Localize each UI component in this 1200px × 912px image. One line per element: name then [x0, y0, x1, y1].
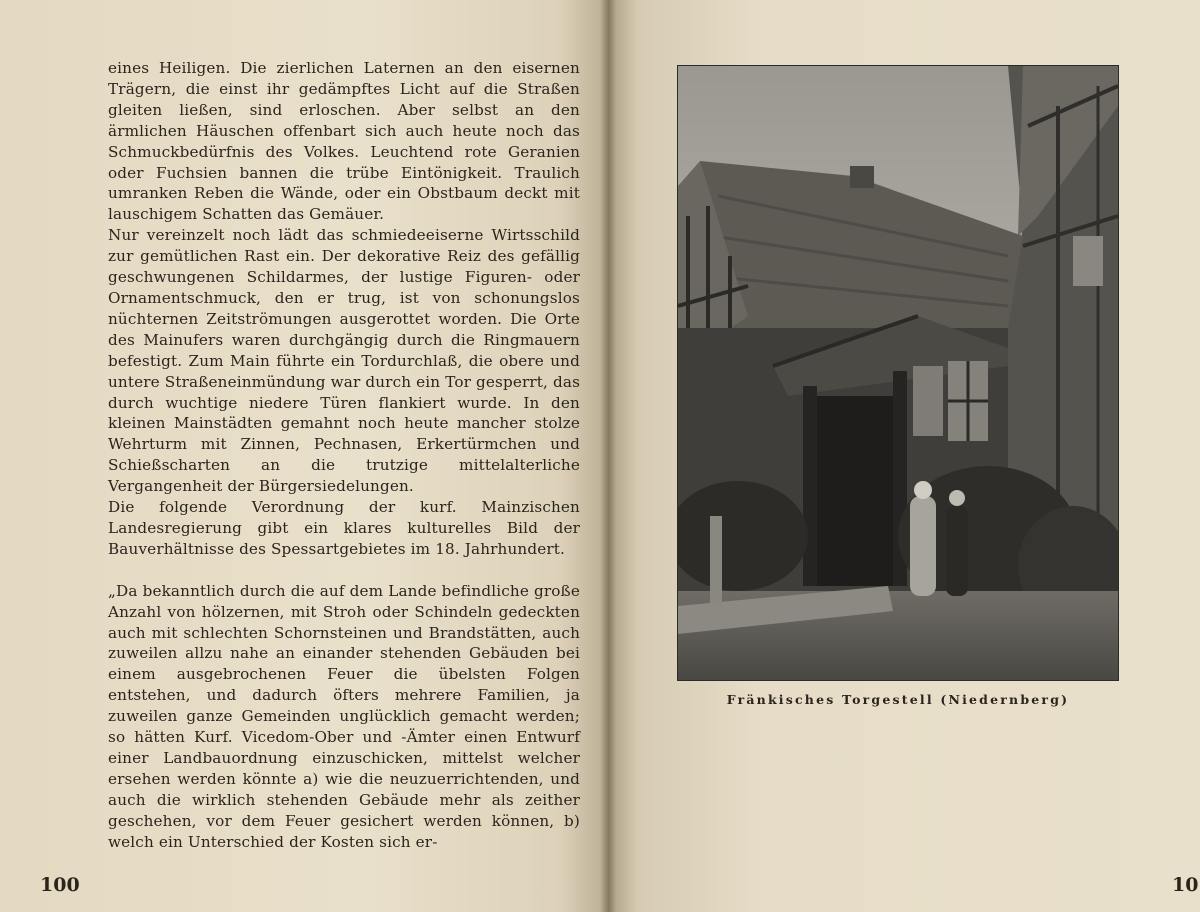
- paragraph: eines Heiligen. Die zierlichen Laternen an den eisernen Trägern, die einst ihr gedämpftes Licht auf die Straßen gleiten ließen, sind erloschen. Aber selbst an den ärmlichen Häuschen offenbart sich auch heute noch das Schmuckbedürfnis des Volkes. Leuchtend rote Geranien oder Fuchsien bannen die trübe Eintönigkeit. Traulich umranken Reben die Wände, oder ein Obstbaum deckt mit lauschigem Schatten das Gemäuer.: [108, 59, 580, 224]
- book-gutter: [600, 0, 616, 912]
- body-text: [108, 58, 580, 853]
- paragraph: „Da bekanntlich durch die auf dem Lande befindliche große Anzahl von hölzernen, mit Stroh oder Schindeln gedeckten auch mit schlechten Schornsteinen und Brandstätten, auch zuweilen allzu nahe an einander stehenden Gebäuden bei einem ausgebrochenen Feuer die übelsten Folgen entstehen, und dadurch öfters mehrere Familien, ja zuweilen ganze Gemeinden unglücklich gemacht werden; so hätten Kurf. Vicedom-Ober und -Ämter einen Entwurf einer Landbauordnung einzuschicken, mittelst welcher ersehen werden könnte a) wie die neuzuerrichtenden, und auch die wirklich stehenden Gebäude mehr als zeither geschehen, vor dem Feuer gesichert werden können, b) welch ein Unterschied der Kosten sich er-: [108, 581, 580, 851]
- paragraph-gap: [108, 560, 580, 581]
- page-number-right: 10: [1172, 874, 1199, 896]
- photograph: [678, 66, 1118, 680]
- paragraph: Nur vereinzelt noch lädt das schmiedeeiserne Wirtsschild zur gemütlichen Rast ein. Der dekorative Reiz des gefällig geschwungenen Schildarmes, der lustige Figuren- oder Ornamentschmuck, den er trug, ist von schonungslos nüchternen Zeitströmungen ausgerottet worden. Die Orte des Mainufers waren durchgängig durch die Ringmauern befestigt. Zum Main führte ein Tordurchlaß, die obere und untere Straßeneinmündung war durch ein Tor gesperrt, das durch wuchtige niedere Türen flankiert wurde. In den kleinen Mainstädten gemahnt noch heute mancher stolze Wehrturm mit Zinnen, Pechnasen, Erkertürmchen und Schießscharten an die trutzige mittelalterliche Vergangenheit der Bürgersiedelungen.: [108, 226, 581, 496]
- paragraph: Die folgende Verordnung der kurf. Mainzischen Landesregierung gibt ein klares kulturelles Bild der Bauverhältnisse des Spessartgebietes im 18. Jahrhundert.: [108, 498, 580, 558]
- page-number-left: 100: [40, 874, 80, 896]
- half-timbered-house-photo: [678, 66, 1118, 680]
- photo-caption: Fränkisches Torgestell (Niedernberg): [726, 692, 1070, 707]
